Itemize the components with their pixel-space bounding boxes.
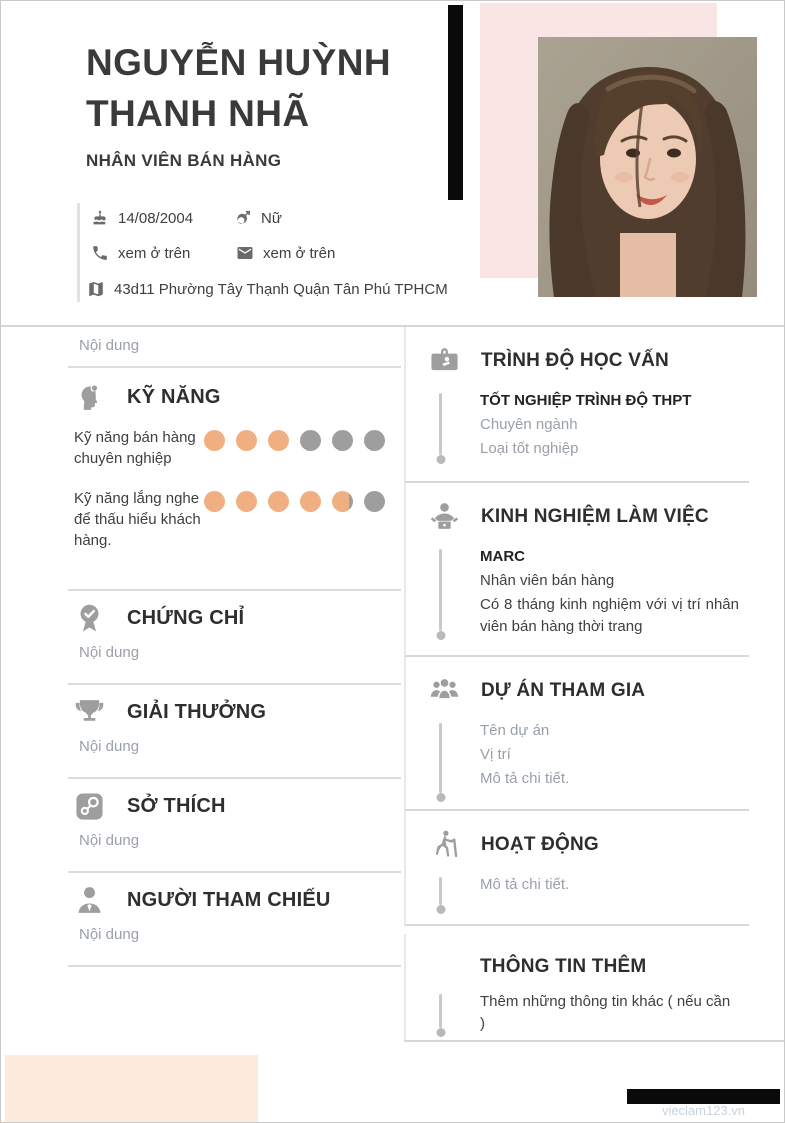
map-icon	[87, 280, 105, 298]
header-accent-bar	[448, 5, 463, 200]
skill-label: Kỹ năng bán hàng chuyên nghiệp	[74, 429, 196, 467]
envelope-icon	[236, 244, 254, 262]
experience-description: Có 8 tháng kinh nghiệm với vị trí nhân viên bán hàng thời trang	[480, 596, 739, 635]
experience-header	[406, 500, 749, 533]
skill-item	[68, 488, 401, 551]
skill-dot	[236, 430, 257, 451]
timeline	[439, 877, 442, 905]
skills-heading: KỸ NĂNG	[127, 386, 221, 408]
skill-item	[68, 427, 401, 469]
project-description-placeholder: Mô tả chi tiết.	[480, 770, 570, 787]
certificates-content: Nội dung	[79, 644, 140, 661]
projects-body	[406, 720, 749, 790]
timeline	[439, 549, 442, 631]
skill-dot	[268, 491, 289, 512]
references-content: Nội dung	[79, 926, 140, 943]
experience-heading: KINH NGHIỆM LÀM VIỆC	[481, 505, 709, 527]
timeline	[439, 994, 442, 1028]
briefcase-icon	[428, 344, 461, 377]
skill-dot	[332, 491, 353, 512]
skill-dot	[300, 430, 321, 451]
info-accent-rule	[77, 203, 80, 302]
head-idea-icon	[73, 381, 106, 414]
experience-card	[404, 483, 749, 657]
birthday-value: 14/08/2004	[118, 209, 194, 227]
references-heading: NGƯỜI THAM CHIẾU	[127, 889, 331, 911]
education-card	[404, 327, 749, 483]
phone-icon	[91, 244, 109, 262]
hiker-icon	[428, 828, 461, 861]
right-column	[404, 327, 749, 1040]
address-value: 43d11 Phường Tây Thạnh Quận Tân Phú TPHCM	[114, 280, 448, 298]
education-body	[406, 390, 749, 460]
education-header	[406, 344, 749, 377]
gender-row	[234, 209, 282, 227]
phone-value: xem ở trên	[118, 244, 191, 262]
profile-photo	[538, 37, 757, 297]
content-placeholder: Nội dung	[79, 337, 140, 354]
additional-info-card	[404, 934, 749, 1040]
skill-dot	[332, 430, 353, 451]
certificates-section	[68, 591, 401, 685]
timeline	[439, 723, 442, 793]
steam-icon	[73, 790, 106, 823]
gender-value: Nữ	[261, 209, 282, 227]
project-name-placeholder: Tên dự án	[480, 722, 550, 739]
skill-dot	[364, 430, 385, 451]
skill-dot	[204, 491, 225, 512]
birthday-row	[91, 209, 193, 227]
activities-heading: HOẠT ĐỘNG	[481, 833, 599, 855]
hobbies-content: Nội dung	[79, 832, 140, 849]
activities-description-placeholder: Mô tả chi tiết.	[480, 876, 570, 893]
person-icon	[73, 884, 106, 917]
references-header	[68, 884, 401, 917]
ribbon-badge-icon	[73, 602, 106, 635]
certificates-header	[68, 602, 401, 635]
email-value: xem ở trên	[263, 244, 336, 262]
trophy-icon	[73, 696, 106, 729]
projects-heading: DỰ ÁN THAM GIA	[481, 679, 646, 701]
experience-company: MARC	[480, 548, 525, 565]
projects-header	[406, 674, 749, 707]
address-row	[87, 280, 448, 298]
footer-accent-rect	[5, 1055, 258, 1123]
activities-card	[404, 811, 749, 926]
watermark: vieclam123.vn	[661, 1103, 746, 1118]
email-row	[236, 244, 335, 262]
candidate-name: NGUYỄN HUỲNH THANH NHÃ	[86, 42, 391, 134]
skill-dot	[300, 491, 321, 512]
timeline	[439, 393, 442, 455]
skill-rating	[204, 427, 385, 469]
cake-icon	[91, 209, 109, 227]
hobbies-header	[68, 790, 401, 823]
candidate-job-title: NHÂN VIÊN BÁN HÀNG	[86, 151, 282, 170]
certificates-heading: CHỨNG CHỈ	[127, 607, 245, 629]
hobbies-heading: SỞ THÍCH	[127, 795, 226, 817]
last-card-rule	[404, 1040, 784, 1042]
education-heading: TRÌNH ĐỘ HỌC VẤN	[481, 349, 669, 371]
references-section	[68, 873, 401, 967]
activities-body	[406, 874, 749, 896]
projects-card	[404, 657, 749, 811]
experience-role: Nhân viên bán hàng	[480, 572, 615, 589]
skill-dot	[268, 430, 289, 451]
skills-section	[68, 368, 401, 591]
hobbies-section	[68, 779, 401, 873]
education-grade-placeholder: Loại tốt nghiệp	[480, 440, 579, 457]
worker-desk-icon	[428, 500, 461, 533]
project-position-placeholder: Vị trí	[480, 746, 511, 763]
skill-dot	[236, 491, 257, 512]
content-placeholder-block	[68, 327, 401, 368]
people-group-icon	[428, 674, 461, 707]
skills-header	[68, 381, 401, 414]
skill-dot	[364, 491, 385, 512]
awards-heading: GIẢI THƯỞNG	[127, 701, 267, 723]
phone-row	[91, 244, 190, 262]
awards-section	[68, 685, 401, 779]
footer-black-bar	[627, 1089, 780, 1104]
experience-body	[406, 546, 749, 638]
education-degree: TỐT NGHIỆP TRÌNH ĐỘ THPT	[480, 392, 692, 409]
additional-info-header	[406, 956, 749, 978]
awards-content: Nội dung	[79, 738, 140, 755]
additional-info-heading: THÔNG TIN THÊM	[480, 956, 647, 977]
skill-rating	[204, 488, 385, 551]
left-column	[68, 327, 401, 967]
additional-info-text: Thêm những thông tin khác ( nếu cần )	[480, 993, 731, 1032]
skill-dot	[204, 430, 225, 451]
awards-header	[68, 696, 401, 729]
activities-header	[406, 828, 749, 861]
gender-icon	[234, 209, 252, 227]
education-major-placeholder: Chuyên ngành	[480, 416, 578, 433]
skill-label: Kỹ năng lắng nghe để thấu hiểu khách hàng.	[74, 490, 201, 549]
additional-info-body	[406, 991, 749, 1035]
